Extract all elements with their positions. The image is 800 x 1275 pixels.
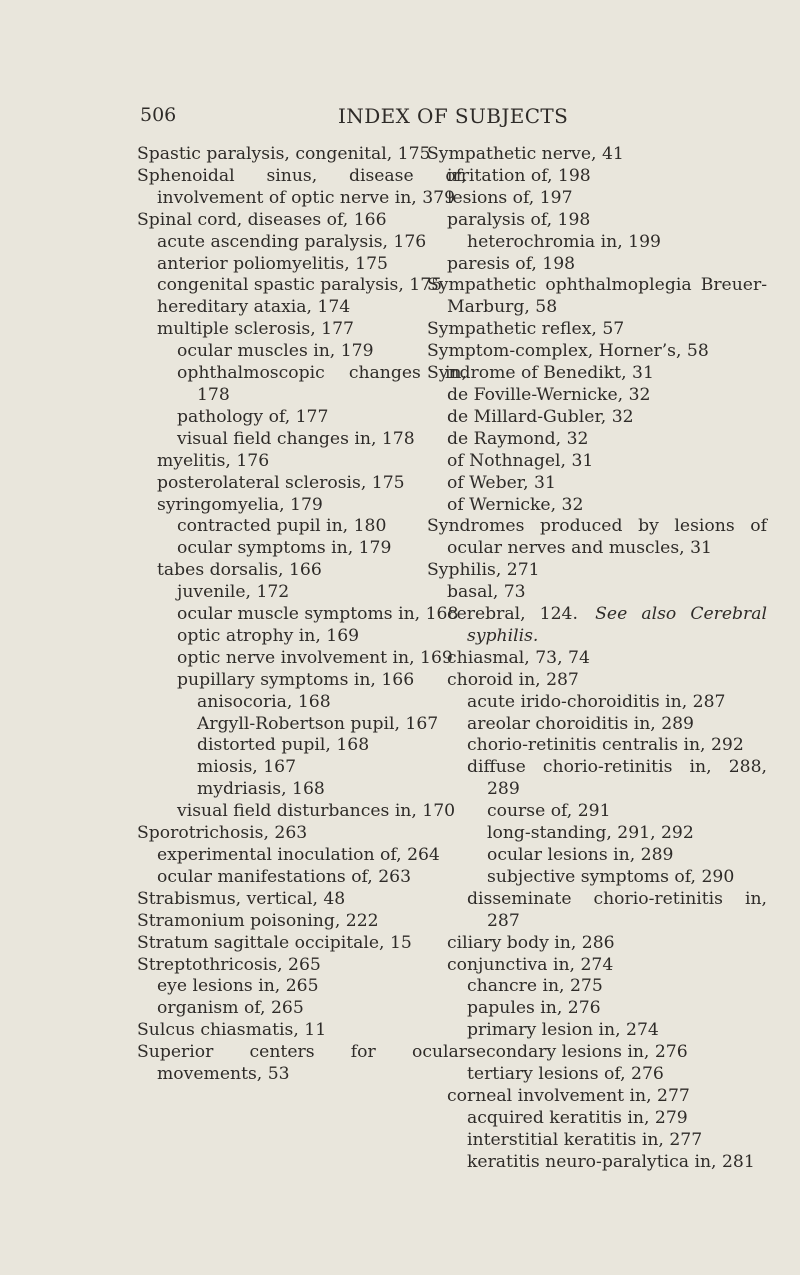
index-entry (427, 735, 767, 757)
index-entry-text: Syndromes produced by lesions of ocular nerves and muscles, 31 (427, 516, 767, 559)
index-entry-text: Argyll-Robertson pupil, 167 (197, 713, 439, 734)
index-entry (137, 582, 467, 604)
index-entry (137, 473, 467, 495)
index-entry-text: Spinal cord, diseases of, 166 (137, 209, 387, 230)
index-entry-text: Symptom-complex, Horner’s, 58 (427, 341, 709, 362)
index-entry-text: tabes dorsalis, 166 (157, 560, 322, 581)
index-entry-text: multiple sclerosis, 177 (157, 319, 354, 340)
index-entry-text: primary lesion in, 274 (467, 1020, 659, 1041)
index-entry-text: syringomyelia, 179 (157, 494, 323, 515)
index-entry-text: acquired keratitis in, 279 (467, 1107, 688, 1128)
index-entry (427, 385, 767, 407)
index-entry-text: keratitis neuro-paralytica in, 281 (467, 1151, 755, 1172)
index-entry (427, 166, 767, 188)
index-entry-text: corneal involvement in, 277 (447, 1085, 690, 1106)
index-entry (137, 451, 467, 473)
index-entry-text: optic nerve involvement in, 169 (177, 647, 453, 668)
index-entry-text: Syndrome of Benedikt, 31 (427, 363, 654, 384)
index-entry (427, 1042, 767, 1064)
index-entry (427, 1108, 767, 1130)
index-entry-text: optic atrophy in, 169 (177, 625, 360, 646)
index-entry-text: conjunctiva in, 274 (447, 954, 614, 975)
index-entry (427, 1020, 767, 1042)
index-entry-text: anisocoria, 168 (197, 691, 331, 712)
page-number: 506 (140, 104, 177, 126)
index-entry (137, 714, 467, 736)
index-entry-text: hereditary ataxia, 174 (157, 297, 351, 318)
index-entry (137, 779, 467, 801)
index-entry (137, 275, 467, 297)
index-entry-text: Strabismus, vertical, 48 (137, 888, 346, 909)
index-entry-text: Sympathetic ophthalmoplegia Breuer-Marburg, 58 (427, 275, 767, 318)
index-entry (137, 1020, 467, 1042)
index-entry-text: de Raymond, 32 (447, 428, 589, 449)
index-entry-text: chiasmal, 73, 74 (447, 647, 590, 668)
index-entry-text: posterolateral sclerosis, 175 (157, 472, 405, 493)
page-header (0, 104, 800, 134)
index-entry-text: pathology of, 177 (177, 406, 329, 427)
index-column-left (137, 144, 467, 1086)
index-entry (427, 955, 767, 977)
index-entry (427, 429, 767, 451)
index-entry-text: visual field disturbances in, 170 (177, 801, 456, 822)
index-entry-text: of Weber, 31 (447, 472, 556, 493)
index-entry (427, 560, 767, 582)
index-entry-text: secondary lesions in, 276 (467, 1042, 688, 1063)
index-entry-text: chancre in, 275 (467, 976, 603, 997)
index-entry (427, 582, 767, 604)
index-entry (427, 757, 767, 801)
index-entry (137, 911, 467, 933)
index-entry (427, 210, 767, 232)
index-entry (427, 144, 767, 166)
index-entry (137, 976, 467, 998)
index-entry (137, 670, 467, 692)
index-entry (427, 867, 767, 889)
index-entry (427, 670, 767, 692)
index-entry-text: visual field changes in, 178 (177, 428, 415, 449)
index-entry (427, 889, 767, 933)
index-entry-text: basal, 73 (447, 582, 526, 603)
index-entry (137, 297, 467, 319)
index-entry-text: organism of, 265 (157, 998, 304, 1019)
index-entry-text: long-standing, 291, 292 (487, 823, 694, 844)
index-entry-text: de Millard-Gubler, 32 (447, 406, 634, 427)
index-entry (427, 473, 767, 495)
index-entry (427, 363, 767, 385)
index-entry (137, 626, 467, 648)
index-entry (427, 801, 767, 823)
index-entry (137, 604, 467, 626)
index-entry (427, 845, 767, 867)
index-entry (137, 560, 467, 582)
index-entry (137, 319, 467, 341)
index-entry (427, 319, 767, 341)
index-entry (137, 254, 467, 276)
index-entry-text: ocular manifestations of, 263 (157, 866, 412, 887)
index-entry (137, 210, 467, 232)
index-entry (137, 823, 467, 845)
index-entry (137, 407, 467, 429)
index-entry-text: acute irido-choroiditis in, 287 (467, 691, 726, 712)
cross-reference: See also Cerebral syphilis. (467, 604, 767, 646)
index-entry (137, 692, 467, 714)
index-entry (427, 341, 767, 363)
index-entry (137, 232, 467, 254)
index-entry (137, 363, 467, 407)
index-entry (427, 648, 767, 670)
index-entry (137, 889, 467, 911)
index-entry-text: paralysis of, 198 (447, 209, 591, 230)
index-entry (137, 933, 467, 955)
index-entry (427, 998, 767, 1020)
index-entry-text: of Wernicke, 32 (447, 494, 584, 515)
index-entry (427, 407, 767, 429)
index-entry-text: Streptothricosis, 265 (137, 954, 321, 975)
index-entry-text: cerebral, 124. (447, 604, 578, 625)
index-entry-text: Spastic paralysis, congenital, 175 (137, 144, 431, 164)
index-entry-text: of Nothnagel, 31 (447, 450, 594, 471)
index-entry (137, 757, 467, 779)
index-entry-text: ciliary body in, 286 (447, 932, 615, 953)
index-entry-text: ocular muscles in, 179 (177, 341, 374, 362)
index-entry (137, 998, 467, 1020)
index-entry (427, 254, 767, 276)
index-entry-text: tertiary lesions of, 276 (467, 1064, 664, 1085)
index-entry-text: pupillary symptoms in, 166 (177, 669, 415, 690)
index-entry-text: Stratum sagittale occipitale, 15 (137, 932, 412, 953)
index-entry-text: Stramonium poisoning, 222 (137, 910, 379, 931)
index-entry-text: experimental inoculation of, 264 (157, 845, 440, 865)
index-entry-text: Sympathetic reflex, 57 (427, 319, 625, 340)
index-entry-text: juvenile, 172 (177, 582, 290, 603)
index-entry-text: interstitial keratitis in, 277 (467, 1129, 703, 1150)
index-entry-text: irritation of, 198 (447, 165, 591, 186)
index-entry-text: Superior centers for ocular movements, 53 (137, 1042, 467, 1085)
index-entry-text: lesions of, 197 (447, 187, 573, 208)
index-entry-text: de Foville-Wernicke, 32 (447, 384, 651, 405)
index-entry-text: myelitis, 176 (157, 450, 270, 471)
index-entry-text: areolar choroiditis in, 289 (467, 713, 694, 734)
index-entry (137, 429, 467, 451)
index-entry (137, 648, 467, 670)
index-entry-text: mydriasis, 168 (197, 779, 325, 800)
index-entry-text: Syphilis, 271 (427, 560, 540, 581)
index-entry-text: ophthalmoscopic changes in, 178 (177, 363, 467, 405)
index-entry-text: ocular muscle symptoms in, 168 (177, 604, 459, 625)
index-entry (137, 955, 467, 977)
index-entry (137, 845, 467, 867)
index-entry-text: choroid in, 287 (447, 669, 579, 690)
index-entry-text: ocular lesions in, 289 (487, 845, 674, 865)
index-entry-text: Sporotrichosis, 263 (137, 823, 308, 844)
index-entry-text: heterochromia in, 199 (467, 231, 661, 252)
index-entry-text: course of, 291 (487, 801, 611, 822)
index-entry (427, 976, 767, 998)
index-entry (137, 801, 467, 823)
index-entry (427, 604, 767, 648)
index-entry-text: Sphenoidal sinus, disease of, involvement of optic nerve in, 379 (137, 165, 467, 208)
index-entry-text: Sulcus chiasmatis, 11 (137, 1020, 327, 1041)
index-entry (137, 495, 467, 517)
index-entry-text: anterior poliomyelitis, 175 (157, 253, 388, 274)
index-entry (137, 867, 467, 889)
index-entry-text: ocular symptoms in, 179 (177, 538, 392, 559)
index-entry (427, 933, 767, 955)
index-entry (427, 1130, 767, 1152)
index-entry-text: eye lesions in, 265 (157, 976, 319, 997)
index-entry (427, 823, 767, 845)
index-entry (137, 166, 467, 210)
index-entry (427, 516, 767, 560)
index-entry-text: papules in, 276 (467, 998, 601, 1019)
running-head: INDEX OF SUBJECTS (338, 104, 569, 128)
index-entry (137, 516, 467, 538)
index-entry (427, 451, 767, 473)
index-entry (427, 1152, 767, 1174)
index-entry (427, 714, 767, 736)
index-entry-text: distorted pupil, 168 (197, 735, 370, 756)
index-entry (137, 144, 467, 166)
index-entry (427, 692, 767, 714)
index-entry-text: congenital spastic paralysis, 175 (157, 275, 443, 296)
index-entry (137, 735, 467, 757)
index-entry (137, 341, 467, 363)
index-entry-text: diffuse chorio-retinitis in, 288, 289 (467, 757, 767, 800)
index-entry-text: chorio-retinitis centralis in, 292 (467, 735, 744, 756)
index-entry-text: acute ascending paralysis, 176 (157, 231, 427, 252)
index-entry (137, 1042, 467, 1086)
index-entry (137, 538, 467, 560)
index-entry-text: contracted pupil in, 180 (177, 516, 387, 537)
index-entry-text: paresis of, 198 (447, 253, 576, 274)
index-entry (427, 1086, 767, 1108)
index-entry-text: miosis, 167 (197, 757, 297, 778)
index-entry (427, 232, 767, 254)
index-entry-text: disseminate chorio-retinitis in, 287 (467, 888, 767, 931)
index-entry (427, 188, 767, 210)
index-entry (427, 495, 767, 517)
index-entry (427, 275, 767, 319)
index-column-right (427, 144, 767, 1174)
index-entry (427, 1064, 767, 1086)
index-entry-text: subjective symptoms of, 290 (487, 866, 735, 887)
index-entry-text: Sympathetic nerve, 41 (427, 144, 624, 164)
